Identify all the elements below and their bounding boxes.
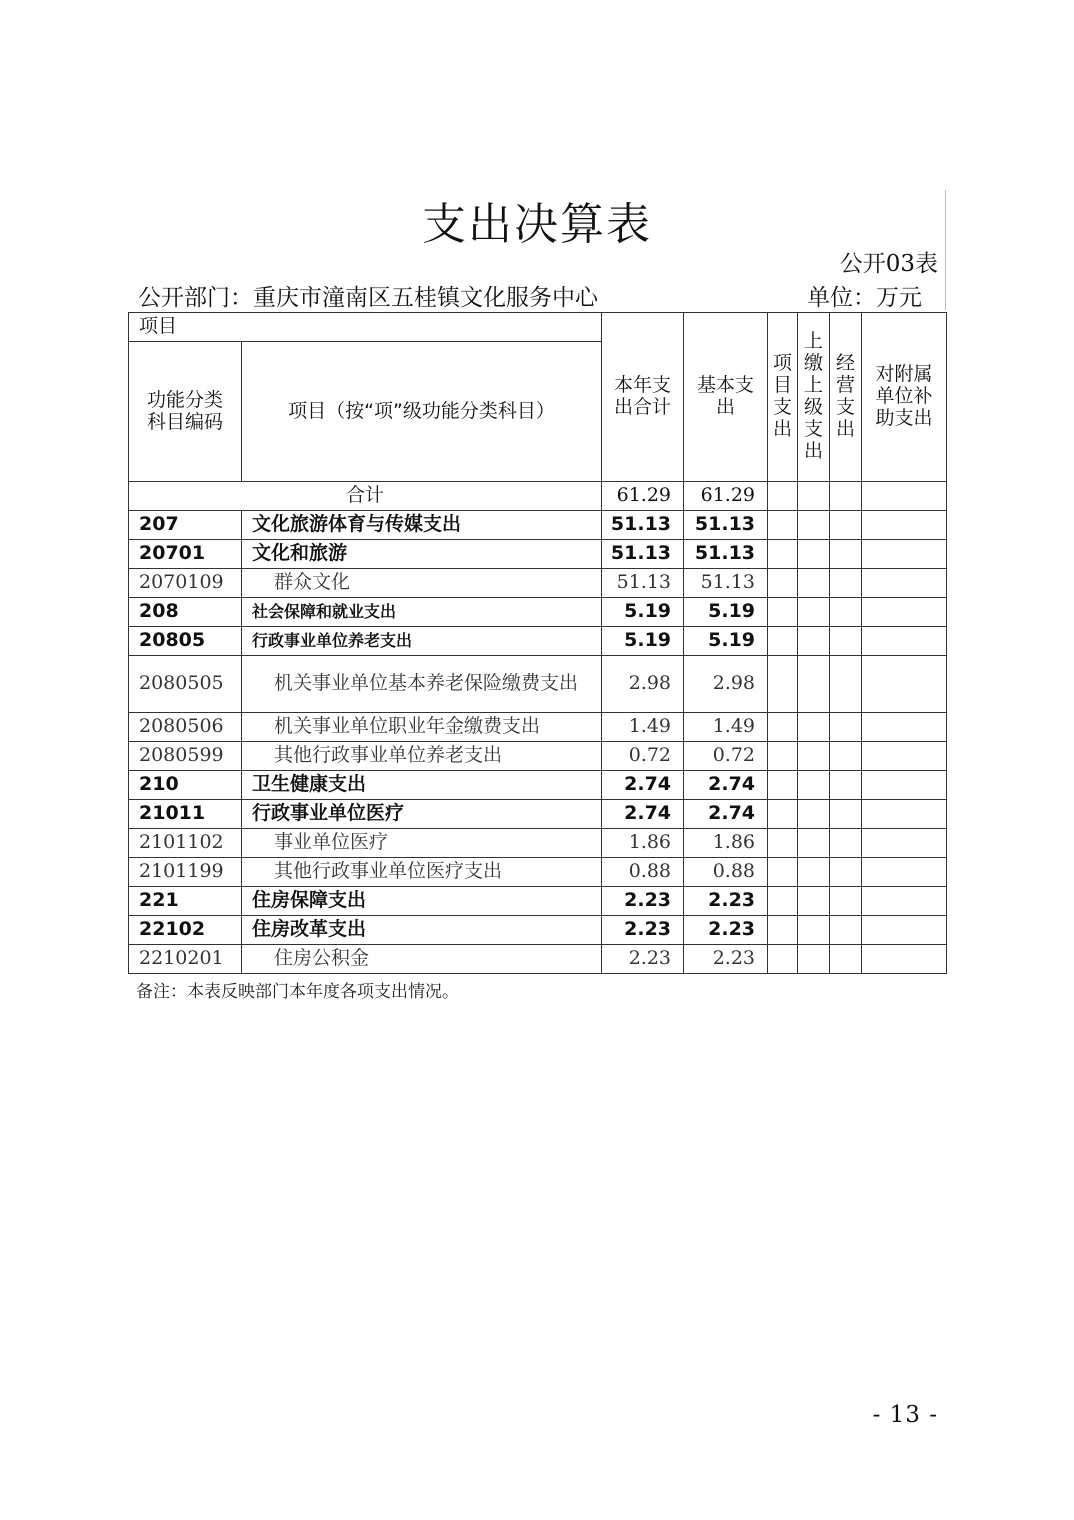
empty-cell (830, 829, 862, 858)
header-business: 经营支出 (830, 313, 862, 482)
empty-cell (768, 887, 798, 916)
empty-cell (862, 771, 947, 800)
empty-cell (830, 713, 862, 742)
row-total: 2.74 (602, 771, 684, 800)
table-row (129, 598, 947, 627)
row-basic: 51.13 (684, 540, 768, 569)
table-row (129, 742, 947, 771)
row-basic: 2.23 (684, 887, 768, 916)
table-row (129, 627, 947, 656)
row-code: 20701 (129, 540, 242, 569)
row-basic: 2.23 (684, 916, 768, 945)
empty-cell (768, 945, 798, 974)
department-label: 公开部门：重庆市潼南区五桂镇文化服务中心 (138, 285, 598, 311)
row-total: 2.74 (602, 800, 684, 829)
empty-cell (830, 800, 862, 829)
row-basic: 5.19 (684, 598, 768, 627)
row-basic: 2.74 (684, 771, 768, 800)
row-code: 2080505 (129, 656, 242, 713)
header-total: 本年支出合计 (602, 313, 684, 482)
row-basic: 2.98 (684, 656, 768, 713)
table-body (129, 482, 947, 974)
row-name: 卫生健康支出 (242, 771, 602, 800)
row-code: 2101199 (129, 858, 242, 887)
empty-cell (768, 771, 798, 800)
row-code: 210 (129, 771, 242, 800)
empty-cell (862, 627, 947, 656)
empty-cell (862, 713, 947, 742)
empty-cell (862, 945, 947, 974)
row-name: 其他行政事业单位医疗支出 (242, 858, 602, 887)
empty-cell (798, 829, 830, 858)
empty-cell (862, 656, 947, 713)
empty-cell (862, 829, 947, 858)
row-code: 2080506 (129, 713, 242, 742)
row-name: 住房公积金 (242, 945, 602, 974)
row-total: 0.88 (602, 858, 684, 887)
empty-cell (862, 887, 947, 916)
table-row (129, 771, 947, 800)
total-basic-value: 61.29 (684, 482, 768, 511)
expenditure-table (128, 312, 947, 974)
empty-cell (862, 598, 947, 627)
empty-cell (862, 569, 947, 598)
row-name: 住房保障支出 (242, 887, 602, 916)
table-row (129, 829, 947, 858)
empty-cell (862, 742, 947, 771)
total-row (129, 482, 947, 511)
row-total: 5.19 (602, 598, 684, 627)
header-project-expenditure: 项目支出 (768, 313, 798, 482)
row-name: 文化旅游体育与传媒支出 (242, 511, 602, 540)
table-row (129, 945, 947, 974)
empty-cell (798, 771, 830, 800)
empty-cell (768, 511, 798, 540)
row-code: 2070109 (129, 569, 242, 598)
row-name: 机关事业单位基本养老保险缴费支出 (242, 656, 602, 713)
empty-cell (768, 742, 798, 771)
empty-cell (798, 945, 830, 974)
empty-cell (768, 482, 798, 511)
empty-cell (798, 656, 830, 713)
row-basic: 5.19 (684, 627, 768, 656)
empty-cell (768, 916, 798, 945)
empty-cell (798, 742, 830, 771)
unit-label: 单位：万元 (807, 285, 922, 311)
empty-cell (830, 656, 862, 713)
row-code: 20805 (129, 627, 242, 656)
empty-cell (862, 916, 947, 945)
row-total: 51.13 (602, 511, 684, 540)
row-name: 行政事业单位医疗 (242, 800, 602, 829)
row-basic: 2.23 (684, 945, 768, 974)
header-upper-payment: 上缴上级支出 (798, 313, 830, 482)
empty-cell (862, 858, 947, 887)
empty-cell (830, 598, 862, 627)
table-row (129, 800, 947, 829)
table-row (129, 887, 947, 916)
empty-cell (768, 656, 798, 713)
empty-cell (830, 742, 862, 771)
empty-cell (798, 858, 830, 887)
row-basic: 51.13 (684, 569, 768, 598)
row-total: 2.23 (602, 945, 684, 974)
row-name: 文化和旅游 (242, 540, 602, 569)
empty-cell (862, 511, 947, 540)
row-code: 2101102 (129, 829, 242, 858)
row-total: 0.72 (602, 742, 684, 771)
empty-cell (830, 627, 862, 656)
row-basic: 0.88 (684, 858, 768, 887)
header-basic: 基本支出 (684, 313, 768, 482)
total-label: 合计 (129, 482, 602, 511)
table-note: 备注：本表反映部门本年度各项支出情况。 (136, 982, 459, 1002)
row-total: 2.23 (602, 916, 684, 945)
empty-cell (768, 598, 798, 627)
empty-cell (798, 800, 830, 829)
row-total: 1.49 (602, 713, 684, 742)
row-code: 221 (129, 887, 242, 916)
empty-cell (830, 771, 862, 800)
empty-cell (862, 800, 947, 829)
row-code: 22102 (129, 916, 242, 945)
empty-cell (830, 887, 862, 916)
row-code: 2080599 (129, 742, 242, 771)
row-total: 1.86 (602, 829, 684, 858)
header-project: 项目 (129, 313, 602, 342)
empty-cell (798, 482, 830, 511)
table-row (129, 916, 947, 945)
empty-cell (830, 540, 862, 569)
row-name: 住房改革支出 (242, 916, 602, 945)
empty-cell (768, 627, 798, 656)
table-row (129, 511, 947, 540)
empty-cell (798, 713, 830, 742)
row-basic: 1.49 (684, 713, 768, 742)
row-total: 5.19 (602, 627, 684, 656)
empty-cell (830, 945, 862, 974)
row-name: 群众文化 (242, 569, 602, 598)
empty-cell (798, 540, 830, 569)
empty-cell (830, 511, 862, 540)
empty-cell (768, 800, 798, 829)
row-total: 51.13 (602, 540, 684, 569)
row-total: 2.98 (602, 656, 684, 713)
empty-cell (768, 858, 798, 887)
empty-cell (768, 540, 798, 569)
table-row (129, 656, 947, 713)
table-row (129, 569, 947, 598)
empty-cell (768, 829, 798, 858)
row-code: 2210201 (129, 945, 242, 974)
row-name: 社会保障和就业支出 (242, 598, 602, 627)
page-number: - 13 - (872, 1402, 938, 1428)
empty-cell (830, 916, 862, 945)
row-code: 207 (129, 511, 242, 540)
empty-cell (830, 858, 862, 887)
empty-cell (862, 482, 947, 511)
row-basic: 2.74 (684, 800, 768, 829)
page-title: 支出决算表 (422, 199, 652, 250)
row-basic: 51.13 (684, 511, 768, 540)
row-code: 208 (129, 598, 242, 627)
row-name: 机关事业单位职业年金缴费支出 (242, 713, 602, 742)
header-name: 项目（按“项”级功能分类科目） (242, 342, 602, 482)
row-basic: 0.72 (684, 742, 768, 771)
empty-cell (798, 511, 830, 540)
row-total: 51.13 (602, 569, 684, 598)
empty-cell (862, 540, 947, 569)
empty-cell (798, 627, 830, 656)
empty-cell (768, 713, 798, 742)
empty-cell (830, 482, 862, 511)
empty-cell (798, 887, 830, 916)
row-code: 21011 (129, 800, 242, 829)
empty-cell (798, 569, 830, 598)
row-total: 2.23 (602, 887, 684, 916)
table-number: 公开03表 (839, 251, 938, 277)
table-row (129, 540, 947, 569)
row-name: 其他行政事业单位养老支出 (242, 742, 602, 771)
empty-cell (768, 569, 798, 598)
header-code: 功能分类科目编码 (129, 342, 242, 482)
empty-cell (798, 598, 830, 627)
table-row (129, 858, 947, 887)
row-basic: 1.86 (684, 829, 768, 858)
header-subsidy: 对附属单位补助支出 (862, 313, 947, 482)
total-value: 61.29 (602, 482, 684, 511)
empty-cell (798, 916, 830, 945)
row-name: 事业单位医疗 (242, 829, 602, 858)
table-row (129, 713, 947, 742)
row-name: 行政事业单位养老支出 (242, 627, 602, 656)
empty-cell (830, 569, 862, 598)
